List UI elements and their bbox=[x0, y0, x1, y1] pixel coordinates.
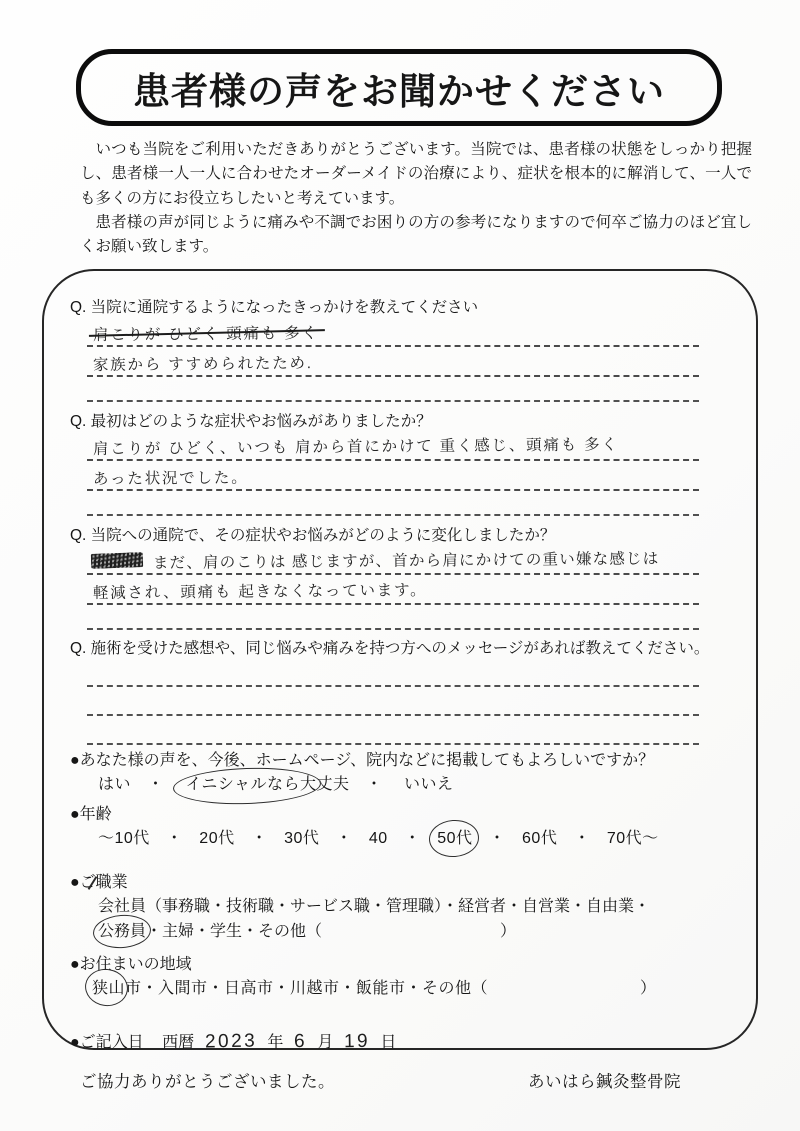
question-4-label: Q. 施術を受けた感想や、同じ悩みや痛みを持つ方へのメッセージがあれば教えてください。 bbox=[70, 640, 710, 657]
occupation-civil-servant-circled: 公務員 bbox=[98, 918, 146, 941]
q4-answer-line-2 bbox=[87, 687, 699, 716]
question-3-label: Q. 当院への通院で、その症状やお悩みがどのように変化しましたか？ bbox=[70, 527, 556, 544]
q1-answer-line-2 bbox=[87, 347, 699, 377]
occupation-label bbox=[70, 869, 756, 893]
residence-close-paren: ） bbox=[640, 980, 657, 997]
age-section bbox=[70, 801, 756, 855]
clinic-name: あいはら鍼灸整骨院 bbox=[528, 1073, 681, 1091]
publish-consent-options bbox=[70, 771, 756, 801]
entry-date-label: ●ご記入日 bbox=[70, 1034, 144, 1051]
entry-date-section bbox=[70, 1029, 756, 1053]
title-banner bbox=[76, 49, 722, 126]
occupation-section bbox=[70, 869, 756, 945]
occupation-close-paren: ） bbox=[500, 923, 517, 940]
age-50s-circled: 50代 bbox=[437, 825, 472, 848]
page-title: 患者様の声をお聞かせください bbox=[133, 70, 665, 112]
q3-handwritten-answer-2: 軽減され、頭痛も 起きなくなっています。 bbox=[92, 582, 428, 603]
q3-answer-line-2 bbox=[87, 575, 699, 605]
handwritten-day: 19 bbox=[343, 1030, 371, 1053]
q3-answer-line-3 bbox=[87, 605, 699, 630]
scribbled-out-text bbox=[91, 552, 143, 569]
intro-paragraph-2: 患者様の声が同じように痛みや不調でお困りの方の参考になりますので何卒ご協力のほど宜しくお願い致します。 bbox=[80, 213, 752, 256]
option-no: ・ いいえ bbox=[349, 776, 454, 793]
q2-answer-line-3 bbox=[87, 491, 699, 516]
publish-consent-label: ●あなた様の声を、今後、ホームページ、院内などに掲載してもよろしいですか？ bbox=[70, 752, 655, 769]
q1-answer-line-3 bbox=[87, 377, 699, 402]
age-options bbox=[70, 825, 756, 855]
question-block-2 bbox=[70, 409, 756, 516]
q2-answer-line-2 bbox=[87, 461, 699, 491]
handwritten-year: 2023 bbox=[204, 1030, 258, 1053]
intro-paragraph-1: いつも当院をご利用いただきありがとうございます。当院では、患者様の状態をしっかり把握し、患者様一人一人に合わせたオーダーメイドの治療により、症状を根本的に解消して、一人でも多くの方にお役立ちしたいと考えています。 bbox=[80, 141, 752, 207]
month-unit: 月 bbox=[317, 1034, 334, 1051]
occupation-line2-rest: ・主婦・学生・その他（ bbox=[146, 923, 323, 940]
question-block-1 bbox=[70, 295, 756, 402]
handwritten-month: 6 bbox=[293, 1030, 308, 1053]
age-options-before: ～10代 ・ 20代 ・ 30代 ・ 40 ・ bbox=[98, 830, 438, 847]
age-options-after: ・ 60代 ・ 70代～ bbox=[472, 830, 659, 847]
q1-handwritten-answer-1: 肩こりが ひどく 頭痛も 多く bbox=[93, 321, 319, 345]
q3-answer-line-1 bbox=[87, 545, 699, 575]
q4-answer-line-1 bbox=[87, 658, 699, 687]
q2-answer-line-1 bbox=[87, 431, 699, 461]
option-initials-ok-circled: イニシャルなら大丈夫 bbox=[185, 771, 349, 794]
question-1-label: Q. 当院に通院するようになったきっかけを教えてください bbox=[70, 299, 479, 316]
occupation-options-line-1: 会社員（事務職・技術職・サービス職・管理職）・経営者・自営業・自由業・ bbox=[98, 898, 651, 915]
residence-rest: 市・入間市・日高市・川越市・飯能市・その他（ bbox=[125, 980, 489, 997]
option-yes: はい ・ bbox=[98, 776, 186, 793]
occupation-label-text: ●ご職業 bbox=[70, 874, 128, 891]
thanks-message: ご協力ありがとうございました。 bbox=[80, 1073, 335, 1091]
residence-section bbox=[70, 951, 756, 1005]
publish-consent-section bbox=[70, 747, 756, 801]
q4-answer-line-3 bbox=[87, 716, 699, 745]
year-unit: 年 bbox=[267, 1034, 284, 1051]
intro-text bbox=[80, 138, 752, 260]
question-block-4 bbox=[70, 636, 756, 745]
age-label: ●年齢 bbox=[70, 806, 112, 823]
question-block-3 bbox=[70, 523, 756, 630]
residence-options bbox=[70, 975, 756, 1005]
q1-handwritten-answer-2: 家族から すすめられたため. bbox=[92, 355, 313, 375]
occupation-options-line-2 bbox=[70, 918, 756, 945]
q2-handwritten-answer-2: あった状況でした。 bbox=[92, 469, 249, 489]
q3-handwritten-answer-1: まだ、肩のこりは 感じますが、首から肩にかけての重い嫌な感じは bbox=[152, 550, 660, 573]
era-label: 西暦 bbox=[162, 1034, 195, 1051]
q2-handwritten-answer-1: 肩こりが ひどく、いつも 肩から首にかけて 重く感じ、頭痛も 多く bbox=[92, 436, 619, 459]
residence-label: ●お住まいの地域 bbox=[70, 956, 192, 973]
q1-answer-line-1 bbox=[87, 317, 699, 347]
questionnaire-box bbox=[42, 269, 758, 1053]
day-unit: 日 bbox=[380, 1034, 397, 1051]
residence-sayama-circled: 狭山 bbox=[92, 975, 125, 998]
question-2-label: Q. 最初はどのような症状やお悩みがありましたか？ bbox=[70, 413, 432, 430]
